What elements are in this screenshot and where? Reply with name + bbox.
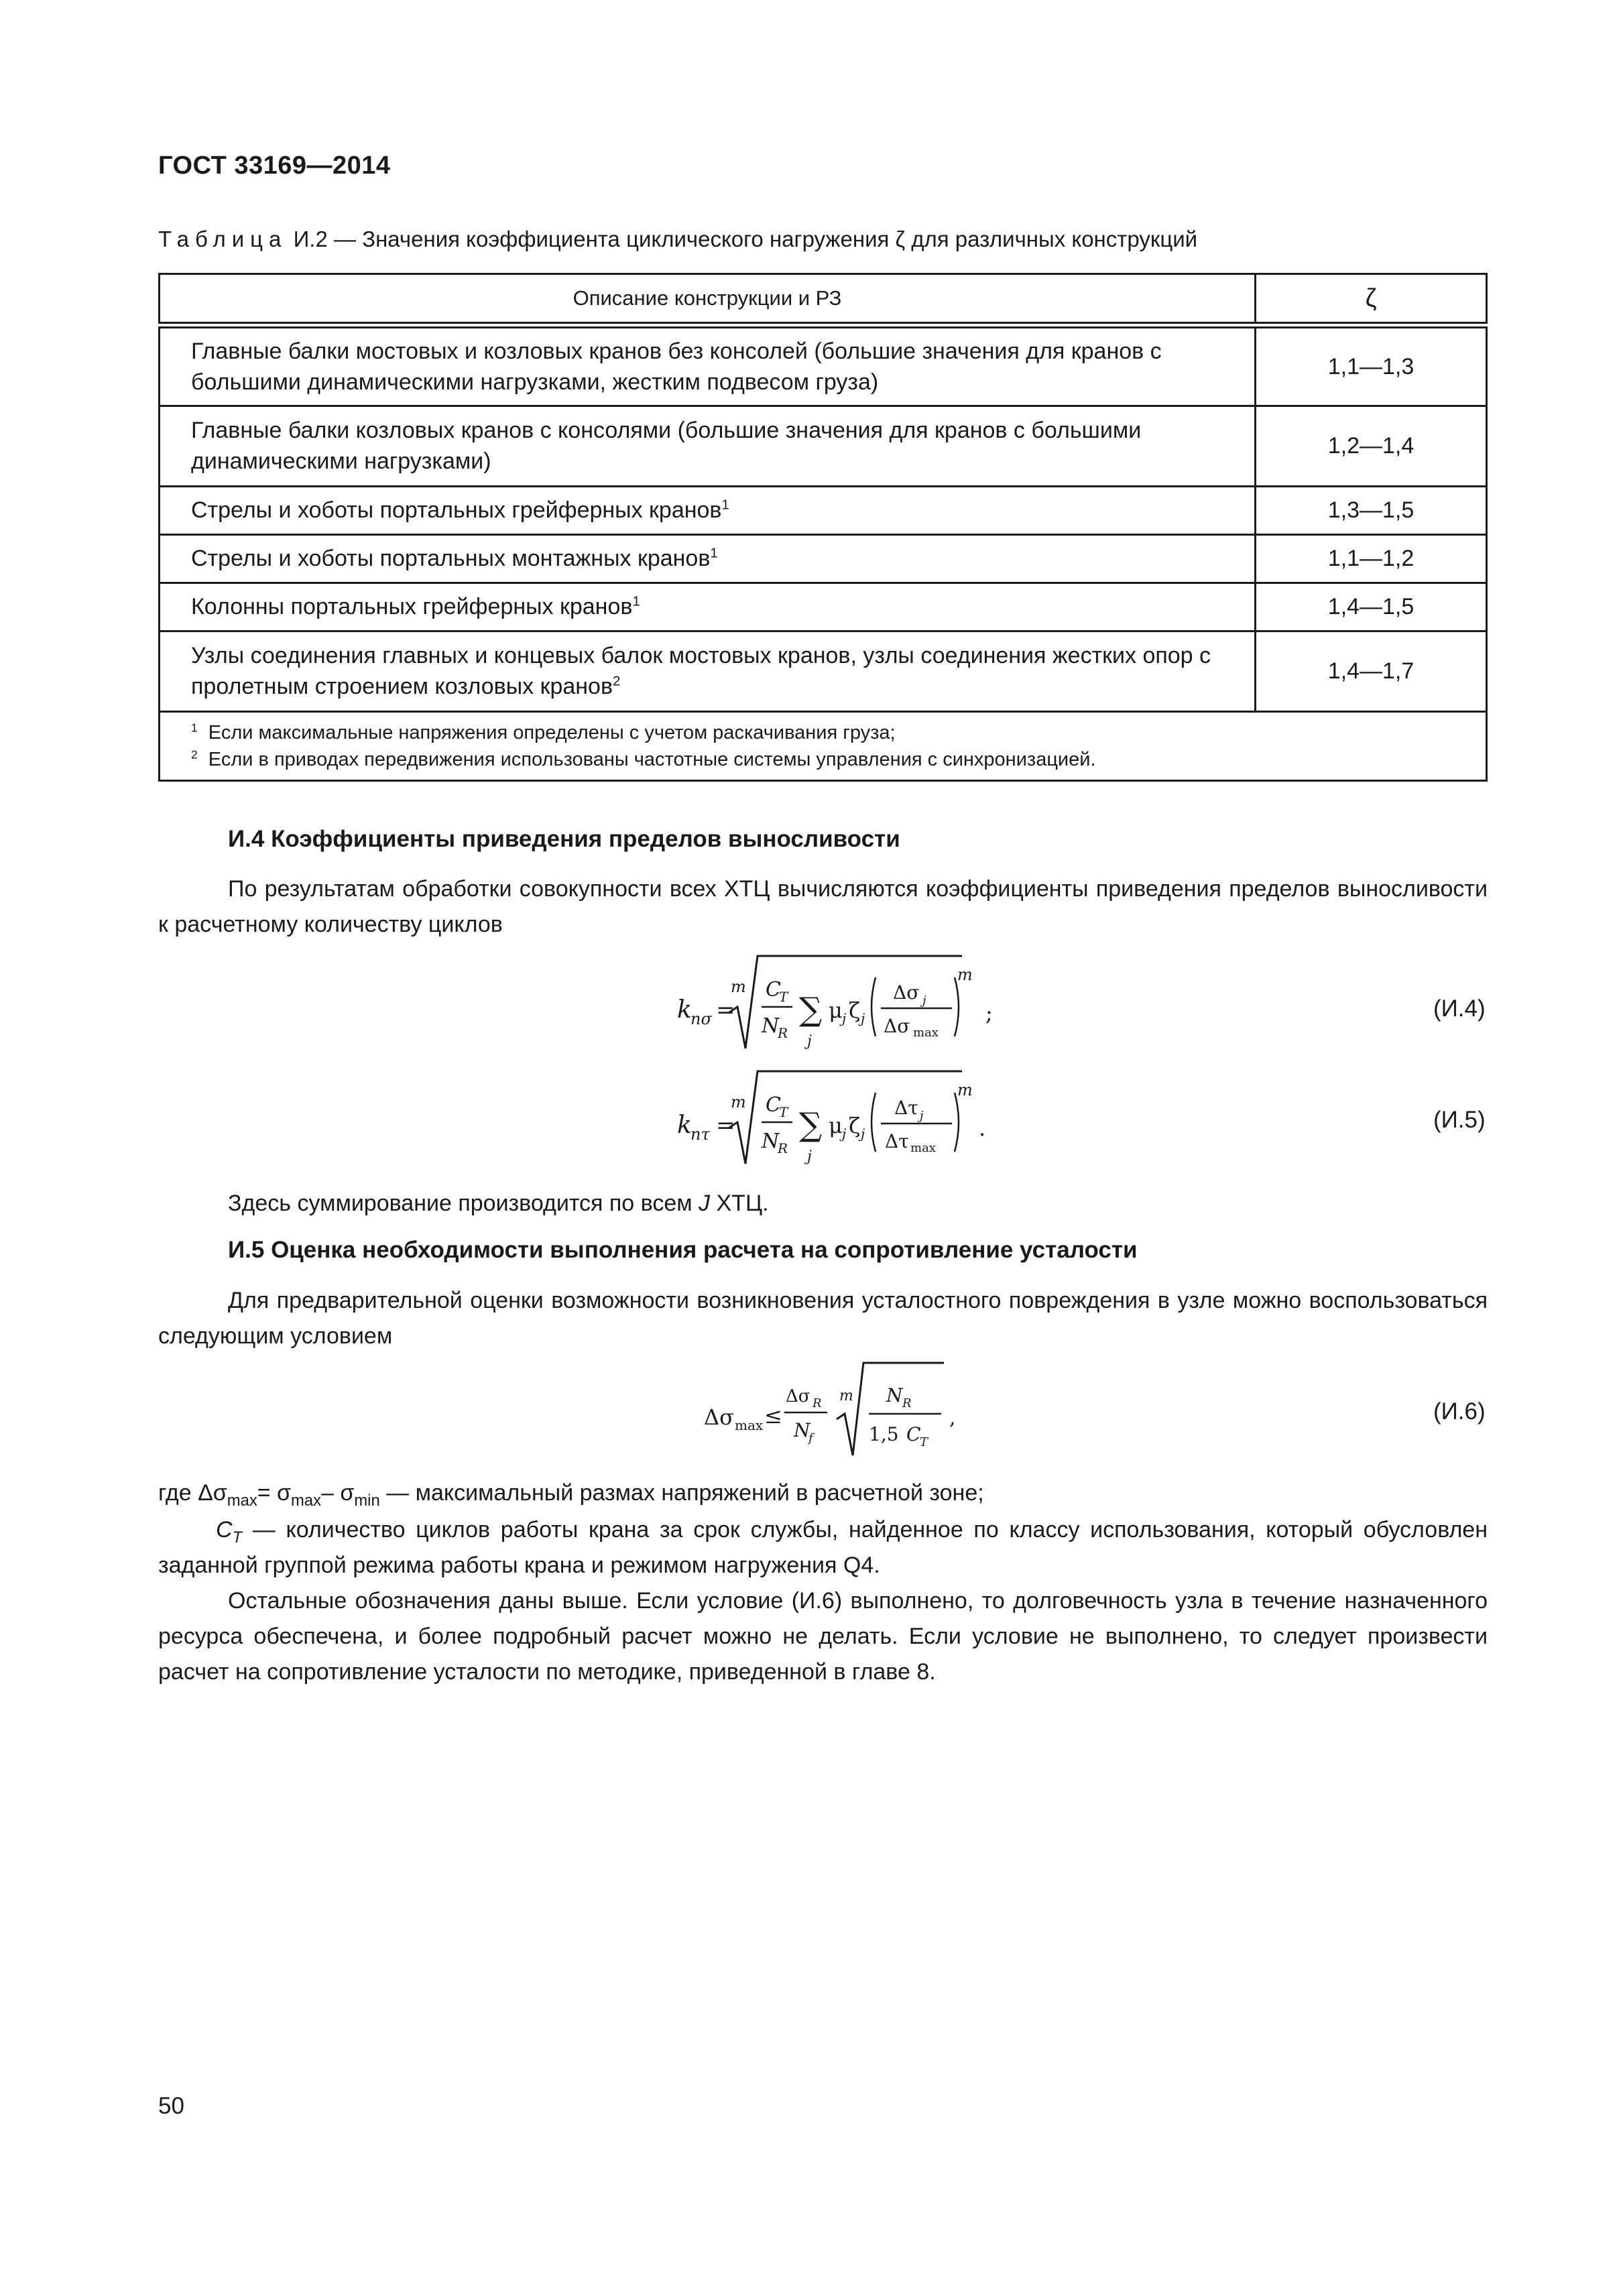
formula-condition: [697, 1357, 979, 1465]
formula-kn-sigma: [670, 951, 1006, 1058]
row-value: 1,1—1,3: [1256, 325, 1487, 406]
svg-text:k: k: [677, 1111, 692, 1139]
svg-text:m: m: [731, 977, 746, 996]
svg-text:T: T: [779, 989, 788, 1005]
svg-text:nσ: nσ: [690, 1010, 712, 1028]
section-heading-5: И.5 Оценка необходимости выполнения расчета на сопротивление усталости: [228, 1237, 1138, 1263]
column-header-description: Описание конструкции и РЗ: [160, 274, 1256, 326]
svg-text:μ: μ: [829, 998, 843, 1023]
svg-text:f: f: [808, 1431, 813, 1445]
row-description: Узлы соединения главных и концевых балок мостовых кранов, узлы соединения жестких опор с пролетным строением козловых кранов$^2$: [160, 631, 1256, 711]
footnote: $^2$ Если в приводах передвижения использованы частотные системы управления с синхронизацией.: [191, 747, 1096, 770]
ct-symbol: $C_T$: [216, 1517, 243, 1547]
row-description: Главные балки мостовых и козловых кранов без консолей (большие значения для кранов с большими динамическими нагрузками, жестким подвесом груза): [160, 325, 1256, 406]
svg-text:R: R: [778, 1140, 788, 1156]
table-row: [160, 406, 1487, 486]
svg-text:j: j: [920, 1109, 924, 1123]
footnote-mark: 1: [632, 594, 640, 609]
final-paragraph: Остальные обозначения даны выше. Если условие (И.6) выполнено, то долговечность узла в течение назначенного ресурса обеспечена, и более подробный расчет можно не делать. Если условие не выполнено, то следует произвести расчет на сопротивление усталости по методике, приведенной в главе 8.: [158, 1588, 1488, 1685]
column-header-zeta: ζ: [1256, 274, 1487, 326]
row-value: 1,3—1,5: [1256, 486, 1487, 534]
svg-text:≤: ≤: [764, 1403, 782, 1429]
svg-text:Δσ: Δσ: [884, 1015, 910, 1037]
footnote-mark: 2: [613, 674, 621, 689]
svg-text:N: N: [762, 1014, 780, 1038]
row-value: 1,1—1,2: [1256, 534, 1487, 583]
table-caption: [158, 227, 1197, 252]
svg-text:.: .: [979, 1115, 986, 1141]
svg-text:m: m: [957, 1081, 973, 1099]
table-footnotes: [160, 711, 1487, 780]
table-row: [160, 631, 1487, 711]
formula-kn-tau: [670, 1066, 1006, 1173]
summation-note: Здесь суммирование производится по всем J ХТЦ.: [228, 1191, 769, 1216]
row-description: Колонны портальных грейферных кранов$^1$: [160, 583, 1256, 631]
table-row: [160, 325, 1487, 406]
svg-text:Δσ: Δσ: [786, 1386, 810, 1406]
svg-text:C: C: [766, 978, 781, 1002]
table-caption-text: И.2 — Значения коэффициента циклического нагружения ζ для различных конструкций: [293, 227, 1198, 251]
section5-paragraph: Для предварительной оценки возможности возникновения усталостного повреждения в узле можно воспользоваться следующим условием: [158, 1288, 1488, 1349]
svg-text:,: ,: [949, 1406, 956, 1430]
footnote-mark: 1: [710, 546, 718, 561]
footnote: $^1$ Если максимальные напряжения определены с учетом раскачивания груза;: [191, 720, 896, 743]
svg-text:ζ: ζ: [849, 998, 861, 1023]
svg-text:C: C: [766, 1093, 781, 1117]
page-number: 50: [158, 2093, 184, 2119]
row-value: 1,4—1,5: [1256, 583, 1487, 631]
svg-text:C: C: [906, 1423, 921, 1445]
formula-number-6: (И.6): [1433, 1398, 1486, 1425]
table-header-row: [160, 274, 1487, 326]
row-description: Стрелы и хоботы портальных монтажных кранов$^1$: [160, 534, 1256, 583]
table-row: [160, 583, 1487, 631]
svg-text:=: =: [716, 1112, 735, 1139]
svg-text:∑: ∑: [799, 1106, 823, 1144]
svg-text:max: max: [910, 1141, 936, 1155]
svg-text:N: N: [886, 1384, 903, 1406]
delta-sigma-definition: $\Delta\sigma_{max}= \sigma_{max}-$ $\sigma_{min}$: [198, 1480, 380, 1510]
svg-text:μ: μ: [829, 1113, 843, 1138]
row-description: Главные балки козловых кранов с консолями (большие значения для кранов с большими динамическими нагрузками): [160, 406, 1256, 486]
svg-text:m: m: [731, 1093, 746, 1111]
svg-text:j: j: [807, 1148, 812, 1165]
svg-text:j: j: [861, 1010, 865, 1026]
document-header: ГОСТ 33169—2014: [158, 152, 391, 180]
footnote-mark: 1: [721, 497, 729, 513]
coefficient-table: [158, 273, 1488, 782]
ct-definition: $C_T$ — количество циклов работы крана за срок службы, найденное по классу использования, который обусловлен заданной группой режима работы крана и режимом нагружения Q4.: [158, 1517, 1488, 1578]
svg-text:ζ: ζ: [849, 1113, 861, 1138]
svg-text:max: max: [735, 1417, 764, 1433]
row-value: 1,2—1,4: [1256, 406, 1487, 486]
svg-text:j: j: [842, 1010, 847, 1026]
section4-paragraph: По результатам обработки совокупности всех ХТЦ вычисляются коэффициенты приведения пределов выносливости к расчетному количеству циклов: [158, 876, 1488, 937]
svg-text:nτ: nτ: [690, 1125, 710, 1144]
svg-text:j: j: [842, 1126, 847, 1142]
section-heading-4: И.4 Коэффициенты приведения пределов выносливости: [228, 826, 900, 852]
svg-text:k: k: [677, 996, 692, 1024]
svg-text:j: j: [922, 993, 926, 1008]
svg-text:Δσ: Δσ: [704, 1404, 734, 1430]
row-value: 1,4—1,7: [1256, 631, 1487, 711]
svg-text:j: j: [861, 1126, 865, 1142]
formula-number-5: (И.5): [1433, 1107, 1486, 1133]
where-line: где $\Delta\sigma_{max}= \sigma_{max}-$ $\sigma_{min}$ — максимальный размах напряжений в расчетной зоне;: [158, 1480, 984, 1510]
svg-text:max: max: [913, 1026, 939, 1040]
table-caption-label: Таблица: [158, 227, 288, 251]
svg-text:1,5: 1,5: [869, 1423, 899, 1445]
row-description: Стрелы и хоботы портальных грейферных кранов$^1$: [160, 486, 1256, 534]
svg-text:Δτ: Δτ: [885, 1130, 909, 1152]
svg-text:N: N: [762, 1130, 780, 1153]
formula-number-4: (И.4): [1433, 995, 1486, 1022]
table-row: [160, 534, 1487, 583]
svg-text:=: =: [716, 997, 735, 1024]
svg-text:m: m: [957, 965, 973, 984]
svg-text:R: R: [902, 1396, 912, 1410]
svg-text:;: ;: [985, 1000, 993, 1026]
svg-text:j: j: [807, 1033, 812, 1050]
svg-text:∑: ∑: [799, 991, 823, 1028]
table-footnotes-row: [160, 711, 1487, 780]
svg-text:Δτ: Δτ: [894, 1097, 918, 1119]
svg-text:R: R: [813, 1396, 822, 1410]
svg-text:Δσ: Δσ: [893, 981, 920, 1004]
svg-text:N: N: [794, 1419, 810, 1441]
svg-text:m: m: [839, 1388, 853, 1404]
table-row: [160, 486, 1487, 534]
svg-text:R: R: [778, 1025, 788, 1041]
svg-text:T: T: [920, 1435, 928, 1449]
svg-text:T: T: [779, 1104, 788, 1120]
